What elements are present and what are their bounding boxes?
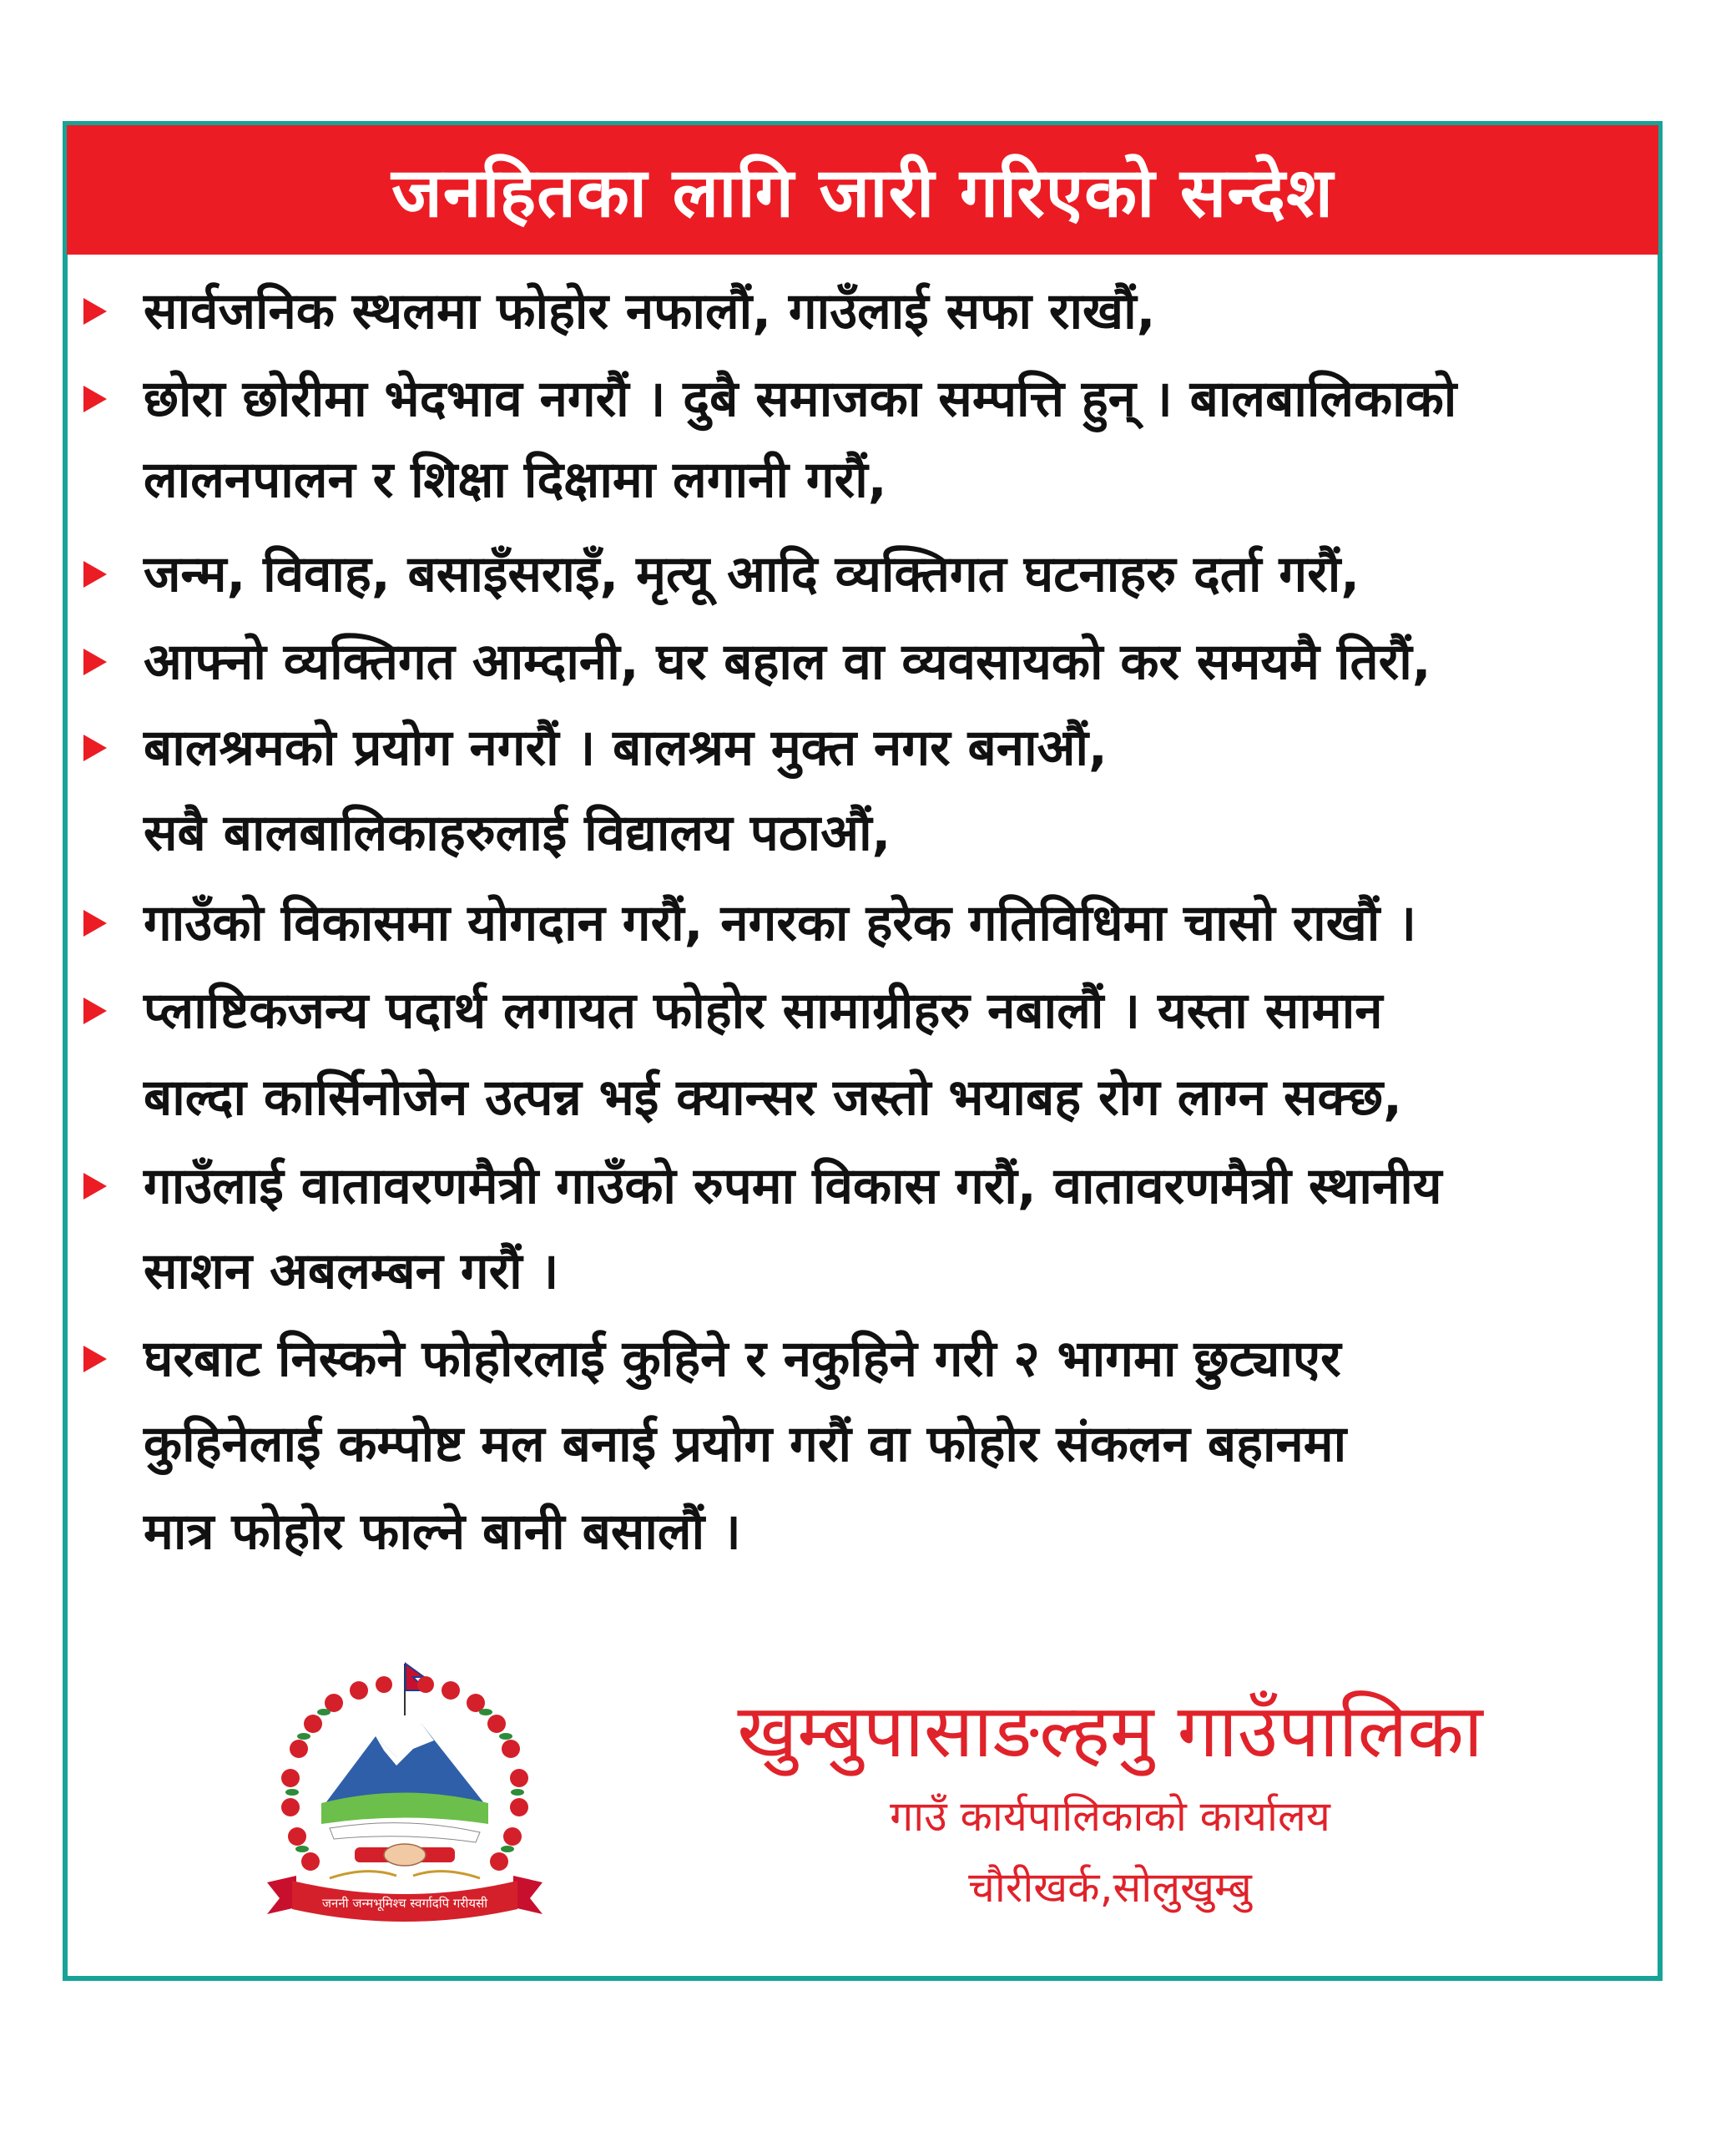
- bullet-arrow-icon: [83, 386, 107, 412]
- message-line: घरबाट निस्कने फोहोरलाई कुहिने र नकुहिने गरी २ भागमा छुट्याएर: [144, 1330, 1341, 1388]
- bullet-arrow-icon: [83, 649, 107, 675]
- ribbon-left-icon: [267, 1876, 296, 1914]
- nepal-map-icon: [330, 1823, 480, 1842]
- bullet-arrow-icon: [83, 561, 107, 588]
- office-location: चौरीखर्क,सोलुखुम्बु: [968, 1863, 1252, 1912]
- message-line: जन्म, विवाह, बसाइँसराइँ, मृत्यू आदि व्यक्तिगत घटनाहरु दर्ता गरौं,: [144, 545, 1360, 604]
- wheat-icon: [330, 1872, 480, 1878]
- title-banner: [67, 125, 1658, 255]
- message-line: आफ्नो व्यक्तिगत आम्दानी, घर बहाल वा व्यवसायको कर समयमै तिरौं,: [144, 633, 1431, 691]
- bullet-arrow-icon: [83, 1173, 107, 1200]
- message-line: गाउँको विकासमा योगदान गरौं, नगरका हरेक गतिविधिमा चासो राखौं ।: [144, 894, 1416, 952]
- office-name: खुम्बुपासाङल्हमु गाउँपालिका: [737, 1688, 1483, 1774]
- message-line: सबै बालबालिकाहरुलाई विद्यालय पठाऔं,: [144, 804, 891, 862]
- message-line: गाउँलाई वातावरणमैत्री गाउँको रुपमा विकास गरौं, वातावरणमैत्री स्थानीय: [144, 1157, 1442, 1215]
- bullet-arrow-icon: [83, 1346, 107, 1372]
- message-line: छोरा छोरीमा भेदभाव नगरौं । दुबै समाजका सम्पत्ति हुन् । बालबालिकाको: [144, 370, 1457, 428]
- message-line: साशन अबलम्बन गरौं ।: [144, 1242, 559, 1301]
- message-line: बाल्दा कार्सिनोजेन उत्पन्न भई क्यान्सर जस्तो भयाबह रोग लाग्न सक्छ,: [144, 1068, 1402, 1127]
- ribbon-right-icon: [513, 1876, 542, 1914]
- handshake-icon: [355, 1844, 455, 1866]
- page-title: जनहितका लागि जारी गरिएको सन्देश: [391, 153, 1334, 233]
- message-line: प्लाष्टिकजन्य पदार्थ लगायत फोहोर सामाग्रीहरु नबालौं । यस्ता सामान: [144, 982, 1383, 1040]
- message-line: सार्वजनिक स्थलमा फोहोर नफालौं, गाउँलाई सफा राखौं,: [144, 282, 1156, 341]
- message-line: बालश्रमको प्रयोग नगरौं । बालश्रम मुक्त नगर बनाऔं,: [144, 719, 1108, 777]
- nepal-emblem-logo: [250, 1657, 559, 1932]
- message-line: लालनपालन र शिक्षा दिक्षामा लगानी गरौं,: [144, 451, 887, 509]
- bullet-arrow-icon: [83, 910, 107, 937]
- office-subtitle: गाउँ कार्यपालिकाको कार्यालय: [890, 1792, 1330, 1841]
- bullet-arrow-icon: [83, 298, 107, 325]
- message-line: मात्र फोहोर फाल्ने बानी बसालौं ।: [144, 1503, 741, 1561]
- bullet-arrow-icon: [83, 735, 107, 761]
- bullet-arrow-icon: [83, 998, 107, 1024]
- message-line: कुहिनेलाई कम्पोष्ट मल बनाई प्रयोग गरौं वा फोहोर संकलन बहानमा: [144, 1415, 1347, 1473]
- emblem-motto: जननी जन्मभूमिश्च स्वर्गादपि गरीयसी: [321, 1896, 488, 1911]
- mountain-icon: [326, 1724, 484, 1803]
